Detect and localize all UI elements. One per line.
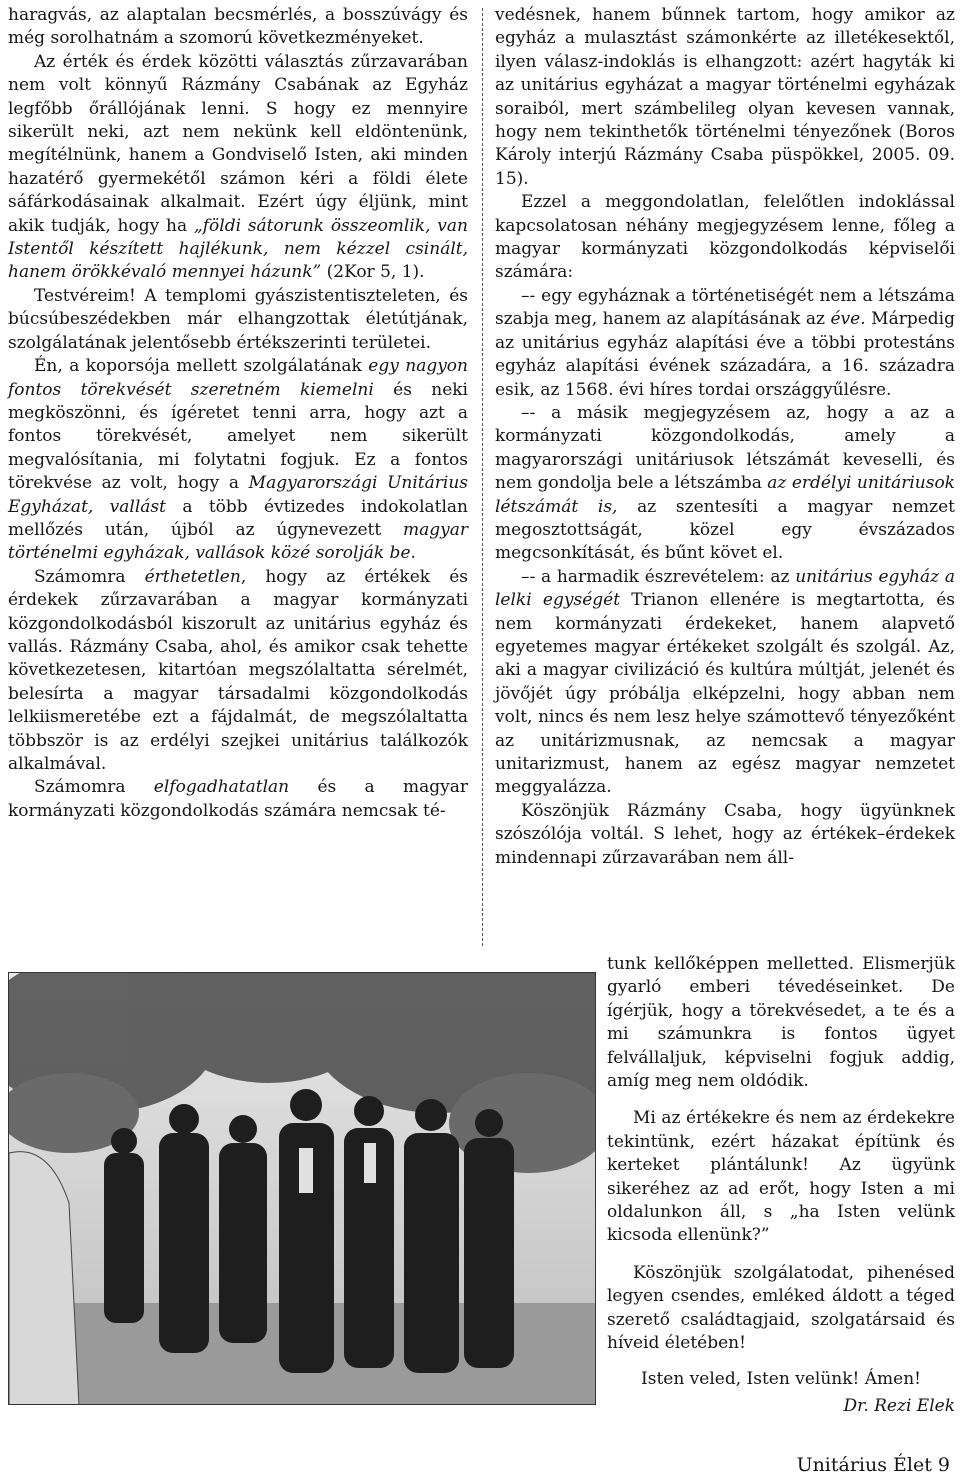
paragraph: [495, 800, 955, 870]
text: az szentesíti a magyar nemzet megosztottságát, közel egy évszázados megcsonkítását, és bűnt követ el.: [495, 496, 955, 564]
text: Trianon ellenére is megtartotta, és nem kormányzati érdekeket, hanem alapvető egyetemes magyar értékeket szolgált és szolgál. Az, aki a magyar civilizáció és kultúra múltját, jelenét és jövőjét úgy próbálja elképzelni, hogy abban nem volt, nincs és nem lesz helye számottevő tényezőként az unitárizmusnak, az nemcsak a magyar unitarizmust, hanem az egész magyar nemzetet meggyalázza.: [495, 590, 955, 798]
text: vedésnek, hanem bűnnek tartom, hogy amikor az egyház a mulasztást számonkérte az illetékesektől, ilyen válasz-indoklás is elhangzott: azért hagyták ki az unitárius egyházat a magyar történelmi egyházak soraiból, mert számbelileg olyan kevesen vannak, hogy nem tekinthetők történelmi tényezőnek (Boros Károly interjú Rázmány Csaba püspökkel, 2005. 09. 15).: [495, 5, 955, 189]
left-column: [8, 4, 468, 823]
paragraph: [495, 566, 955, 800]
closing-line: [607, 1368, 955, 1391]
footer-text: Unitárius Élet 9: [796, 1454, 950, 1476]
right-column-continued: [607, 953, 955, 1418]
text: , hogy az értékek és érdekek zűrzavarában a magyar kormányzati közgondolkodásból kiszorult az unitárius egyház és vallás. Rázmány Csaba, ahol, és amikor csak tehette következetesen, kitartóan megszólaltatta sérelmét, belesírta a magyar társadalmi közgondolkodás lelkiismeretébe ezt a fájdalmát, de megszólaltatta többször is az erdélyi szejkei unitárius találkozók alkalmával.: [8, 566, 468, 774]
emphasis: unitárius egyház a lelki egységét: [495, 566, 955, 611]
paragraph: [8, 566, 468, 777]
text: –- a harmadik észrevételem: az: [521, 566, 796, 587]
text: haragvás, az alaptalan becsmérlés, a bosszúvágy és még sorolhatnám a szomorú következményeket.: [8, 5, 468, 49]
text: Ezzel a meggondolatlan, felelőtlen indoklással kapcsolatosan néhány megjegyzésem lenne, főleg a magyar kormányzati közgondolkodás képviselői számára:: [495, 192, 955, 283]
text: Számomra: [34, 566, 145, 587]
text: Számomra: [34, 777, 154, 798]
text: a több évtizedes indokolatlan mellőzés után, újból az úgynevezett: [8, 496, 468, 540]
paragraph: [8, 285, 468, 355]
paragraph: [495, 285, 955, 402]
paragraph: [8, 4, 468, 51]
text: és a magyar kormányzati közgondolkodás számára nemcsak té-: [8, 777, 468, 821]
text: Az érték és érdek közötti választás zűrzavarában nem volt könnyű Rázmány Csabának az Egyház legfőbb őrállójának lenni. S hogy ez mennyire sikerült neki, azt nem nekünk kell eldöntenünk, megítélnünk, hanem a Gondviselő Isten, aki minden hazatérő gyermekétől számon kéri a földi élete sáfárkodásainak alkalmait. Ezért úgy éljünk, mint akik tudják, hogy ha: [8, 51, 468, 236]
text: Isten veled, Isten velünk! Ámen!: [641, 1368, 921, 1389]
text: Márpedig az unitárius egyház alapítási éve a többi protestáns egyház alapítási évének századára, a 16. századra esik, az 1568. évi híres tordai országgyűlésre.: [495, 309, 956, 400]
text: Testvéreim! A templomi gyászistentiszteleten, és búcsúbeszédekben már elhangzottak életútjának, szolgálatának jelentősebb értékszerinti területei.: [8, 285, 468, 353]
funeral-photo: [8, 972, 596, 1405]
emphasis: érthetetlen: [144, 566, 241, 587]
text: Köszönjük Rázmány Csaba, hogy ügyünknek szószólója voltál. S lehet, hogy az értékek–érdekek mindennapi zűrzavarában nem áll-: [495, 800, 955, 868]
page-footer: [797, 1454, 950, 1476]
text: –- egy egyháznak a történetiségét nem a létszáma szabja meg, hanem az alapításának az: [495, 285, 955, 330]
author-name: Dr. Rezi Elek: [843, 1395, 955, 1416]
paragraph: [8, 776, 468, 823]
bible-quote: „földi sátorunk összeomlik, van Istentől készített hajlékunk, nem kézzel csinált, hanem örökkévaló mennyei házunk”: [8, 215, 468, 283]
emphasis: magyar történelmi egyházak, vallások közé sorolják be.: [8, 519, 468, 564]
paragraph: [607, 1262, 955, 1356]
paragraph: [8, 51, 468, 285]
emphasis: elfogadhatatlan: [153, 777, 290, 798]
paragraph: [8, 355, 468, 566]
paragraph: [495, 402, 955, 566]
bible-reference: (2Kor 5, 1).: [321, 262, 425, 283]
signature: [607, 1395, 955, 1418]
paragraph: [607, 953, 955, 1093]
text: Mi az értékekre és nem az érdekekre tekintünk, ezért házakat építünk és kerteket plántálunk! Az ügyünk sikeréhez az ad erőt, hogy Isten a mi oldalunkon áll, s „ha Isten velünk kicsoda ellenünk?”: [607, 1108, 955, 1246]
emphasis: egy nagyon fontos törekvését szeretném kiemelni: [8, 356, 468, 400]
emphasis: Magyarországi Unitárius Egyházat, vallást: [8, 473, 469, 517]
emphasis: éve.: [830, 309, 866, 330]
paragraph: [495, 191, 955, 285]
text: –- a másik megjegyzésem az, hogy a az a kormányzati közgondolkodás, amely a magyarországi unitáriusok létszámát keveselli, és nem gondolja bele a létszámba: [495, 402, 955, 494]
right-column: [495, 4, 955, 870]
column-divider: [482, 8, 483, 946]
text: Köszönjük szolgálatodat, pihenésed legyen csendes, emléked áldott a téged szerető családtagjaid, szolgatársaid és híveid életében!: [607, 1262, 955, 1354]
text: tunk kellőképpen melletted. Elismerjük gyarló emberi tévedéseinket. De ígérjük, hogy a törekvésedet, a te és a mi számunkra is fontos ügyet felvállaljuk, képviselni fogjuk addig, amíg meg nem oldódik.: [607, 954, 955, 1092]
emphasis: az erdélyi unitáriusok létszámát is,: [495, 473, 955, 517]
text: és neki megköszönni, és ígéretet tenni arra, hogy azt a fontos törekvését, amelyet nem sikerült megvalósítania, mi folytatni fogjuk. Ez a fontos törekvése az volt, hogy a: [8, 379, 468, 494]
paragraph: [495, 4, 955, 191]
paragraph: [607, 1107, 955, 1247]
text: Én, a koporsója mellett szolgálatának: [34, 356, 369, 377]
funeral-photo-image: [9, 973, 596, 1405]
